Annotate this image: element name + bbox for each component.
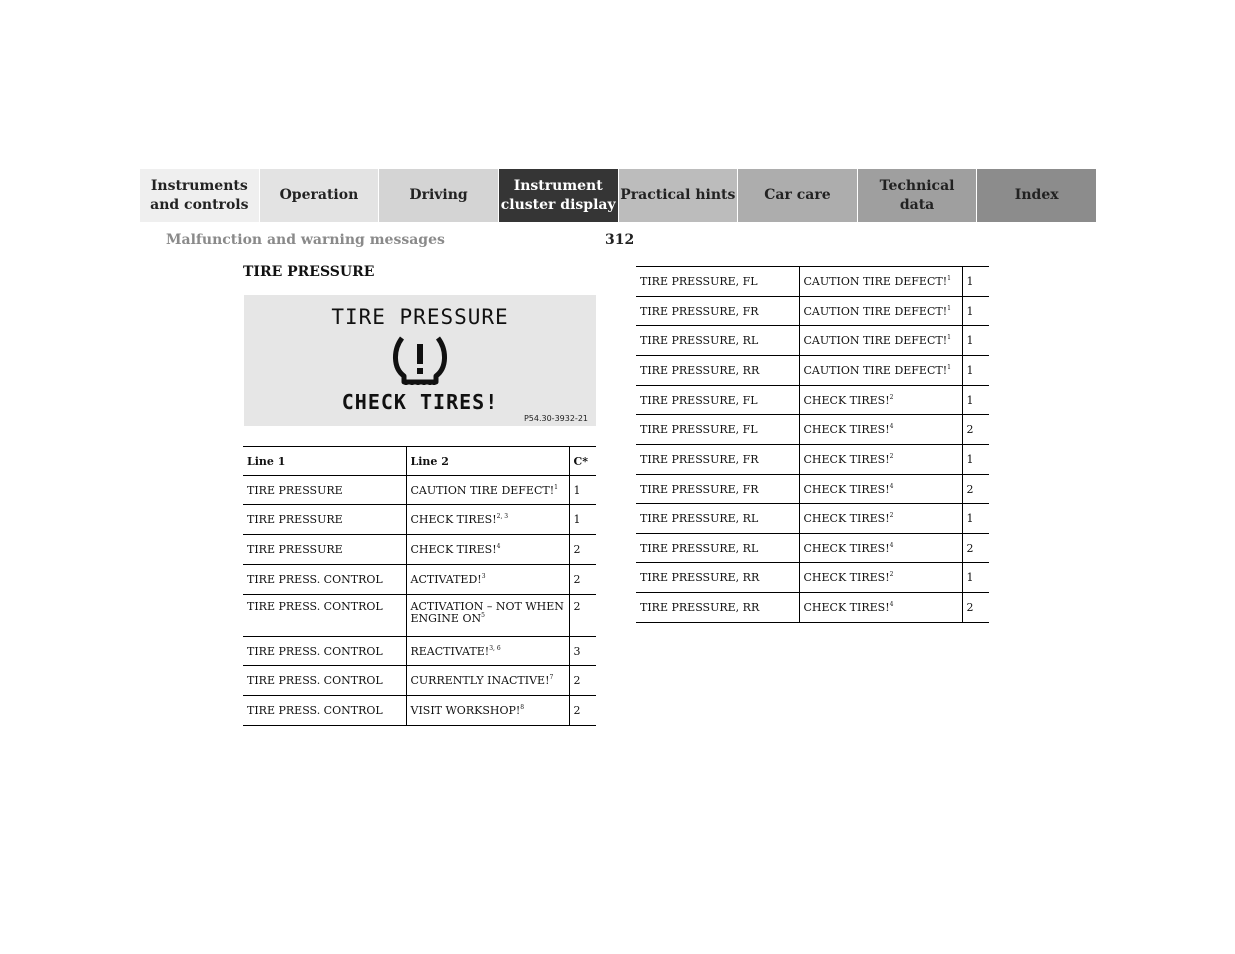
tab-instruments-and-controls[interactable]: Instruments and controls: [140, 169, 260, 222]
table-row: [636, 563, 989, 593]
table-row: [636, 356, 989, 386]
cell-line-2: CHECK TIRES!$^2$: [799, 504, 962, 534]
cell-c: 1: [569, 505, 596, 535]
footnote-ref: 4: [889, 541, 894, 549]
footnote-ref: 4: [889, 423, 894, 430]
cell-c: 2: [962, 593, 989, 623]
cell-line-1: TIRE PRESSURE, FL: [636, 267, 799, 297]
cell-line-1: TIRE PRESS. CONTROL: [243, 696, 406, 726]
table-row: [243, 696, 596, 726]
cell-c: 2: [569, 666, 596, 696]
cell-line-2: CAUTION TIRE DEFECT!$^1$: [799, 297, 962, 326]
cell-c: 2: [569, 696, 596, 726]
footnote-ref: 2: [889, 512, 894, 519]
footnote-ref: 4: [889, 601, 894, 608]
footnote-ref: 1: [554, 483, 558, 491]
table-row: [636, 415, 989, 445]
cell-line-1: TIRE PRESSURE, RL: [636, 534, 799, 563]
cell-line-2: CHECK TIRES!$^4$: [799, 475, 962, 504]
cell-c: 1: [962, 504, 989, 534]
tab-technical-data[interactable]: Technical data: [858, 169, 978, 222]
table-row: [636, 475, 989, 504]
message-table-right: [636, 266, 989, 623]
table-row: [636, 386, 989, 415]
cell-line-2: CHECK TIRES!$^2$: [799, 386, 962, 415]
figure-reference-code: P54.30-3932-21: [523, 414, 588, 423]
footnote-ref: 2: [889, 393, 894, 401]
cell-line-2: CHECK TIRES!$^4$: [799, 593, 962, 623]
cell-line-1: TIRE PRESS. CONTROL: [243, 666, 406, 696]
cell-c: 1: [962, 386, 989, 415]
table-row: [636, 445, 989, 475]
table-row: [636, 326, 989, 356]
cell-line-1: TIRE PRESSURE, FL: [636, 415, 799, 445]
tab-index[interactable]: Index: [977, 169, 1096, 222]
cluster-display-illustration: [244, 295, 596, 426]
cell-c: 1: [962, 326, 989, 356]
cell-c: 1: [569, 476, 596, 505]
cell-c: 1: [962, 445, 989, 475]
cell-line-2: CAUTION TIRE DEFECT!$^1$: [799, 356, 962, 386]
footnote-ref: 2: [889, 571, 894, 578]
tab-practical-hints[interactable]: Practical hints: [619, 169, 739, 222]
cell-line-2: CHECK TIRES!$^4$: [406, 535, 569, 565]
cell-c: 1: [962, 297, 989, 326]
footnote-ref: 2, 3: [496, 513, 509, 520]
cell-line-2: CHECK TIRES!$^2$: [799, 563, 962, 593]
cell-line-1: TIRE PRESSURE, FR: [636, 445, 799, 475]
cell-line-2: ACTIVATED!$^3$: [406, 565, 569, 595]
table-row: [243, 476, 596, 505]
cell-line-1: TIRE PRESSURE, RR: [636, 593, 799, 623]
table-row: [636, 267, 989, 297]
cell-c: 2: [569, 595, 596, 637]
cell-c: 1: [962, 356, 989, 386]
content-heading: TIRE PRESSURE: [243, 264, 375, 280]
cell-line-1: TIRE PRESSURE, RL: [636, 504, 799, 534]
display-line-1: TIRE PRESSURE: [331, 305, 509, 329]
section-title: Malfunction and warning messages: [166, 232, 445, 248]
cell-line-1: TIRE PRESSURE: [243, 505, 406, 535]
cell-c: 2: [569, 535, 596, 565]
message-table-left: [243, 446, 596, 726]
footnote-ref: 1: [947, 275, 951, 282]
cell-line-1: TIRE PRESS. CONTROL: [243, 565, 406, 595]
footnote-ref: 4: [496, 543, 501, 550]
cell-line-1: TIRE PRESSURE, RL: [636, 326, 799, 356]
cell-c: 2: [962, 534, 989, 563]
table-row: [243, 535, 596, 565]
tab-operation[interactable]: Operation: [260, 169, 380, 222]
header-line-1: Line 1: [243, 447, 406, 476]
cell-line-1: TIRE PRESSURE: [243, 476, 406, 505]
footnote-ref: 1: [947, 364, 951, 371]
table-row: [243, 595, 596, 637]
cell-line-2: CAUTION TIRE DEFECT!$^1$: [799, 326, 962, 356]
table-row: [243, 565, 596, 595]
cell-c: 1: [962, 267, 989, 297]
cell-line-2: VISIT WORKSHOP!$^8$: [406, 696, 569, 726]
table-row: [243, 637, 596, 666]
footnote-ref: 3, 6: [489, 644, 501, 652]
table-header-row: [243, 447, 596, 476]
header-line-2: Line 2: [406, 447, 569, 476]
footnote-ref: 3: [481, 573, 486, 580]
footnote-ref: 2: [889, 453, 894, 460]
cell-line-1: TIRE PRESSURE, FR: [636, 297, 799, 326]
cell-c: 2: [962, 415, 989, 445]
cell-c: 1: [962, 563, 989, 593]
table-row: [636, 593, 989, 623]
cell-line-2: CHECK TIRES!$^4$: [799, 415, 962, 445]
tire-pressure-warning-icon: [392, 334, 448, 386]
cell-line-2: CAUTION TIRE DEFECT!$^1$: [406, 476, 569, 505]
footnote-ref: 7: [549, 674, 554, 681]
display-line-2: CHECK TIRES!: [341, 390, 499, 414]
cell-line-1: TIRE PRESSURE, FR: [636, 475, 799, 504]
tab-instrument-cluster-display[interactable]: Instrument cluster display: [499, 169, 619, 222]
cell-c: 2: [569, 565, 596, 595]
tab-driving[interactable]: Driving: [379, 169, 499, 222]
cell-line-1: TIRE PRESSURE: [243, 535, 406, 565]
cell-line-2: CHECK TIRES!$^{2, 3}$: [406, 505, 569, 535]
cell-c: 3: [569, 637, 596, 666]
cell-line-1: TIRE PRESS. CONTROL: [243, 595, 406, 637]
header-c: C*: [569, 447, 596, 476]
tab-car-care[interactable]: Car care: [738, 169, 858, 222]
cell-line-2: CAUTION TIRE DEFECT!$^1$: [799, 267, 962, 297]
cell-line-2: CHECK TIRES!$^4$: [799, 534, 962, 563]
cell-line-1: TIRE PRESS. CONTROL: [243, 637, 406, 666]
page-number: 312: [605, 232, 635, 248]
table-row: [636, 504, 989, 534]
table-row: [636, 534, 989, 563]
cell-line-1: TIRE PRESSURE, RR: [636, 563, 799, 593]
cell-line-2: REACTIVATE!$^{3, 6}$: [406, 637, 569, 666]
cell-line-2: CURRENTLY INACTIVE!$^7$: [406, 666, 569, 696]
table-row: [243, 505, 596, 535]
cell-line-2: ACTIVATION – NOT WHEN ENGINE $ON^5$: [406, 595, 569, 637]
cell-line-2: CHECK TIRES!$^2$: [799, 445, 962, 475]
cell-line-1: TIRE PRESSURE, RR: [636, 356, 799, 386]
footnote-ref: 5: [481, 612, 485, 619]
cell-line-1: TIRE PRESSURE, FL: [636, 386, 799, 415]
footnote-ref: 1: [947, 334, 951, 341]
cell-c: 2: [962, 475, 989, 504]
footnote-ref: 8: [520, 704, 525, 711]
footnote-ref: 1: [947, 304, 951, 312]
table-row: [636, 297, 989, 326]
footnote-ref: 4: [889, 482, 894, 490]
chapter-nav: [140, 169, 1096, 222]
table-row: [243, 666, 596, 696]
